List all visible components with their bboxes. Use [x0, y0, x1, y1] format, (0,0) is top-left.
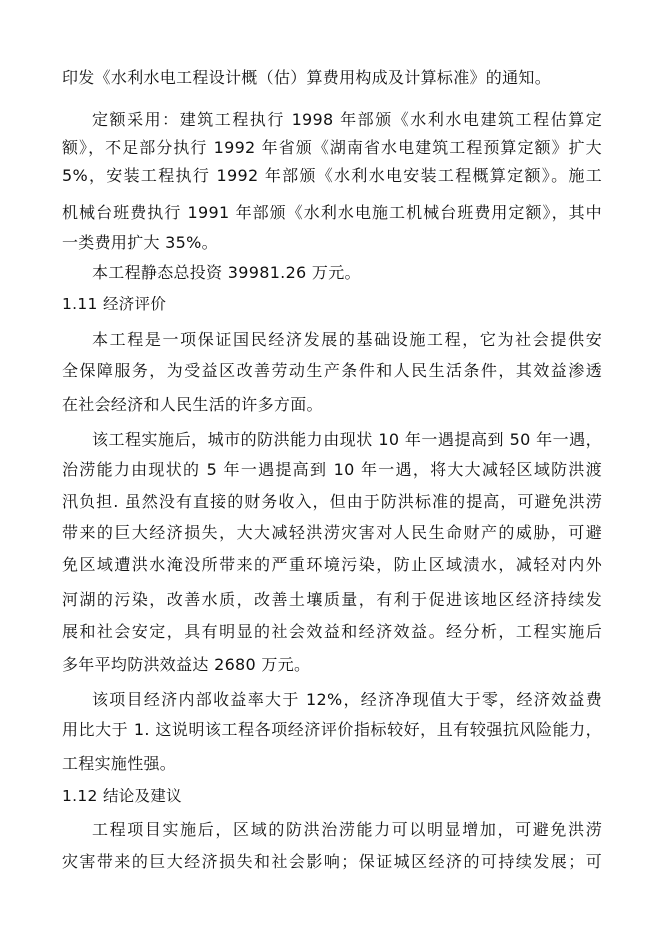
paragraph-line: 免区域遭洪水淹没所带来的严重环境污染，防止区域渍水，减轻对内外 [62, 555, 602, 574]
paragraph-line: 5%，安装工程执行 1992 年部颁《水利水电安装工程概算定额》。施工 [62, 166, 602, 185]
paragraph-line: 展和社会安定，具有明显的社会效益和经济效益。经分析，工程实施后 [62, 622, 602, 641]
paragraph-line: 治涝能力由现状的 5 年一遇提高到 10 年一遇，将大大减轻区域防洪渡 [62, 460, 602, 479]
section-heading: 1.12 结论及建议 [62, 787, 182, 805]
paragraph-line: 机械台班费执行 1991 年部颁《水利水电施工机械台班费用定额》，其中 [62, 203, 602, 222]
paragraph-line: 该项目经济内部收益率大于 12%，经济净现值大于零，经济效益费 [92, 690, 602, 709]
paragraph-line: 多年平均防洪效益达 2680 万元。 [62, 655, 311, 674]
paragraph-line: 一类费用扩大 35%。 [62, 233, 218, 252]
paragraph-line: 带来的巨大经济损失，大大减轻洪涝灾害对人民生命财产的威胁，可避 [62, 523, 602, 542]
paragraph-line: 本工程静态总投资 39981.26 万元。 [92, 263, 361, 282]
paragraph-line: 额》，不足部分执行 1992 年省颁《湖南省水电建筑工程预算定额》扩大 [62, 138, 602, 157]
paragraph-line: 河湖的污染，改善水质，改善土壤质量，有利于促进该地区经济持续发 [62, 590, 602, 609]
paragraph-line: 汛负担. 虽然没有直接的财务收入，但由于防洪标准的提高，可避免洪涝 [62, 492, 602, 511]
paragraph-line: 印发《水利水电工程设计概（估）算费用构成及计算标准》的通知。 [62, 68, 552, 87]
paragraph-line: 全保障服务，为受益区改善劳动生产条件和人民生活条件，其效益渗透 [62, 361, 602, 380]
paragraph-line: 工程实施性强。 [62, 754, 177, 773]
paragraph-line: 本工程是一项保证国民经济发展的基础设施工程，它为社会提供安 [92, 330, 602, 349]
paragraph-line: 在社会经济和人民生活的许多方面。 [62, 395, 323, 414]
section-heading: 1.11 经济评价 [62, 295, 167, 313]
paragraph-line: 用比大于 1. 这说明该工程各项经济评价指标较好，且有较强抗风险能力， [62, 720, 602, 739]
paragraph-line: 定额采用：建筑工程执行 1998 年部颁《水利水电建筑工程估算定 [92, 110, 602, 129]
paragraph-line: 工程项目实施后，区域的防洪治涝能力可以明显增加，可避免洪涝 [92, 820, 602, 839]
paragraph-line: 该工程实施后，城市的防洪能力由现状 10 年一遇提高到 50 年一遇， [92, 430, 602, 449]
paragraph-line: 灾害带来的巨大经济损失和社会影响；保证城区经济的可持续发展；可 [62, 852, 602, 871]
